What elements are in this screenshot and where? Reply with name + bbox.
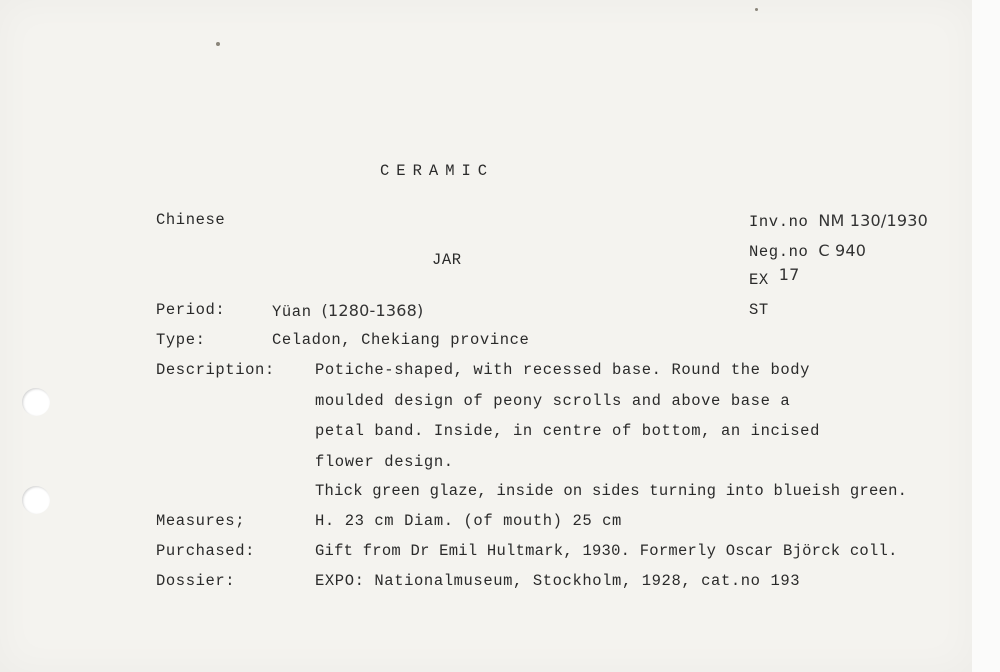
- type-value: Celadon, Chekiang province: [272, 331, 530, 349]
- period-dates: (1280-1368): [321, 301, 424, 320]
- inv-value: NM 130/1930: [818, 211, 929, 230]
- st-mark: ST: [749, 301, 769, 319]
- exhibition-number: [749, 265, 800, 289]
- purchased-label: Purchased:: [156, 542, 256, 560]
- description-label: Description:: [156, 361, 275, 379]
- negative-number: [749, 241, 866, 261]
- origin-label: Chinese: [156, 211, 226, 229]
- paper-speck: [216, 42, 220, 46]
- dossier-value: EXPO: Nationalmuseum, Stockholm, 1928, cat.no 193: [315, 572, 801, 590]
- neg-value: C 940: [818, 241, 867, 260]
- description-line: Thick green glaze, inside on sides turning into blueish green.: [315, 482, 908, 500]
- type-label: Type:: [156, 331, 206, 349]
- period-value: [272, 301, 423, 321]
- dossier-label: Dossier:: [156, 572, 236, 590]
- inventory-number: [749, 211, 928, 231]
- card-heading: CERAMIC: [380, 162, 495, 180]
- scan-background: [972, 0, 1000, 672]
- object-title: JAR: [432, 251, 462, 269]
- ex-value: 17: [778, 265, 800, 284]
- measures-label: Measures;: [156, 512, 246, 530]
- period-label: Period:: [156, 301, 226, 319]
- neg-label: Neg.no: [749, 243, 809, 261]
- description-line: Potiche-shaped, with recessed base. Round the body: [315, 361, 811, 379]
- paper-speck: [755, 8, 758, 11]
- measures-value: H. 23 cm Diam. (of mouth) 25 cm: [315, 512, 622, 530]
- punch-hole-lower: [22, 486, 50, 514]
- purchased-value: Gift from Dr Emil Hultmark, 1930. Formerly Oscar Björck coll.: [315, 542, 898, 560]
- description-line: flower design.: [315, 453, 454, 471]
- description-line: moulded design of peony scrolls and above base a: [315, 392, 791, 410]
- period-name: Yüan: [272, 303, 312, 321]
- inv-label: Inv.no: [749, 213, 809, 231]
- ex-label: EX: [749, 271, 769, 289]
- description-line: petal band. Inside, in centre of bottom, an incised: [315, 422, 820, 440]
- punch-hole-upper: [22, 388, 50, 416]
